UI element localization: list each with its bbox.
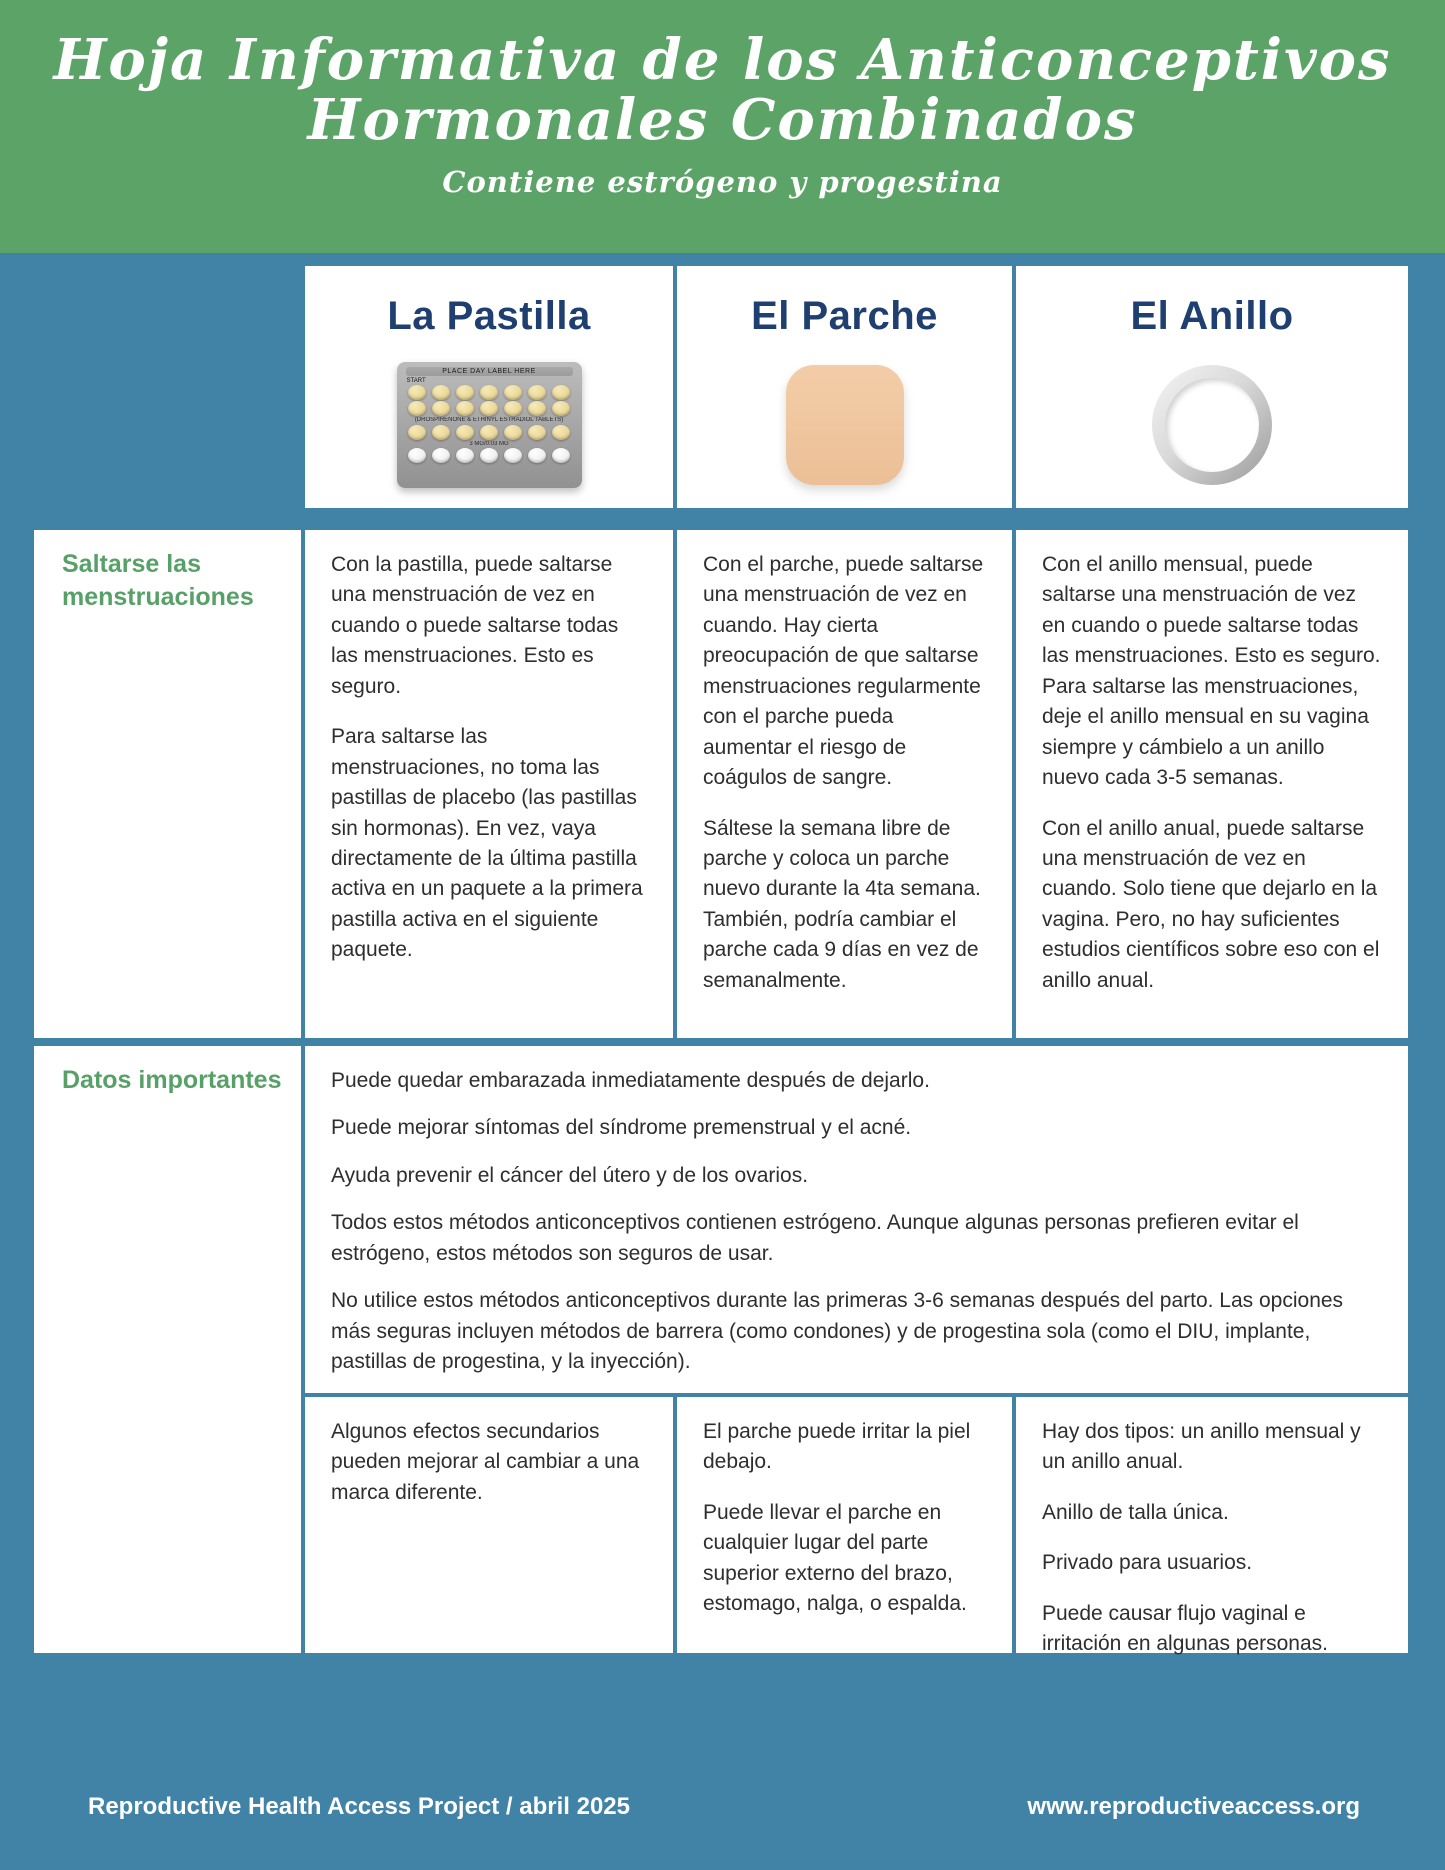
skip-cell-pastilla: [305, 530, 673, 1038]
facts-shared-cell: [305, 1046, 1408, 1393]
paragraph: Con el anillo anual, puede saltarse una menstruación de vez en cuando. Solo tiene que dejarlo en la vagina. Pero, no hay suficientes estudios científicos sobre eso con el anillo anual.: [1042, 816, 1380, 992]
method-card-pastilla: [305, 266, 673, 508]
paragraph: Hay dos tipos: un anillo mensual y un anillo anual.: [1042, 1420, 1361, 1474]
patch-image: [786, 365, 904, 485]
row-label-datos: Datos importantes: [34, 1046, 301, 1653]
paragraph: No utilice estos métodos anticonceptivos durante las primeras 3-6 semanas después del parto. Las opciones más seguras incluyen métodos de barrera (como condones) y de progestina sola (como el DIU, implante, pastillas de progestina, y la inyección).: [331, 1289, 1344, 1374]
skip-cell-parche: [677, 530, 1012, 1038]
pill-pack-top-label: PLACE DAY LABEL HERE: [406, 367, 573, 376]
page-title-line2: Hormonales Combinados: [307, 87, 1138, 154]
paragraph: Con la pastilla, puede saltarse una menstruación de vez en cuando o puede saltarse todas las menstruaciones. Esto es seguro.: [331, 553, 619, 698]
method-title-anillo: El Anillo: [1130, 294, 1294, 338]
footer: [0, 1793, 1445, 1833]
facts-cell-pastilla: [305, 1397, 673, 1653]
ring-hole: [1165, 378, 1259, 472]
header-banner: [0, 0, 1445, 253]
ring-image: [1152, 365, 1272, 485]
footer-credit: Reproductive Health Access Project / abril 2025: [88, 1793, 631, 1820]
paragraph: Privado para usuarios.: [1042, 1551, 1253, 1575]
pill-grid: (DROSPIRENONE & ETHINYL ESTRADIOL TABLETS) 3 MG/0.03 MG: [406, 385, 573, 463]
paragraph: Puede llevar el parche en cualquier lugar del parte superior externo del brazo, estomago, nalga, o espalda.: [703, 1500, 967, 1616]
pill-pack-image: [397, 362, 582, 488]
facts-cell-parche: [677, 1397, 1012, 1653]
paragraph: Ayuda prevenir el cáncer del útero y de los ovarios.: [331, 1163, 809, 1187]
paragraph: Todos estos métodos anticonceptivos contienen estrógeno. Aunque algunas personas prefieren evitar el estrógeno, estos métodos son seguros de usar.: [331, 1211, 1299, 1265]
paragraph: Puede causar flujo vaginal e irritación en algunas personas.: [1042, 1601, 1329, 1656]
paragraph: Puede mejorar síntomas del síndrome premenstrual y el acné.: [331, 1116, 912, 1140]
pill-pack-start-label: START: [406, 378, 426, 384]
footer-url: www.reproductiveaccess.org: [1027, 1793, 1360, 1820]
skip-cell-anillo: [1016, 530, 1408, 1038]
paragraph: Sáltese la semana libre de parche y coloca un parche nuevo durante la 4ta semana. También, podría cambiar el parche cada 9 días en vez de semanalmente.: [703, 816, 981, 992]
paragraph: Puede quedar embarazada inmediatamente después de dejarlo.: [331, 1069, 930, 1092]
paragraph: Para saltarse las menstruaciones, no toma las pastillas de placebo (las pastillas sin hormonas). En vez, vaya directamente de la última pastilla activa en un paquete a la primera pastilla activa en el siguiente paquete.: [331, 725, 643, 962]
paragraph: Con el anillo mensual, puede saltarse una menstruación de vez en cuando o puede saltarse todas las menstruaciones. Esto es seguro. Para saltarse las menstruaciones, deje el anillo mensual en su vagina siempre y cámbielo a un anillo nuevo cada 3-5 semanas.: [1042, 553, 1381, 790]
paragraph: Anillo de talla única.: [1042, 1500, 1229, 1524]
page-subtitle: Contiene estrógeno y progestina: [442, 164, 1003, 199]
paragraph: Con el parche, puede saltarse una menstruación de vez en cuando. Hay cierta preocupación de que saltarse menstruaciones regularmente con el parche pueda aumentar el riesgo de coágulos de sangre.: [703, 553, 984, 790]
row-label-saltarse: Saltarse las menstruaciones: [34, 530, 301, 1038]
paragraph: Algunos efectos secundarios pueden mejorar al cambiar a una marca diferente.: [331, 1420, 640, 1504]
page-title: [0, 0, 1445, 154]
facts-cell-anillo: [1016, 1397, 1408, 1656]
method-card-anillo: [1016, 266, 1408, 508]
method-card-parche: [677, 266, 1012, 508]
page-title-line1: Hoja Informativa de los Anticonceptivos: [53, 27, 1392, 93]
paragraph: El parche puede irritar la piel debajo.: [703, 1420, 971, 1474]
method-title-pastilla: La Pastilla: [387, 294, 591, 338]
method-title-parche: El Parche: [751, 294, 938, 338]
